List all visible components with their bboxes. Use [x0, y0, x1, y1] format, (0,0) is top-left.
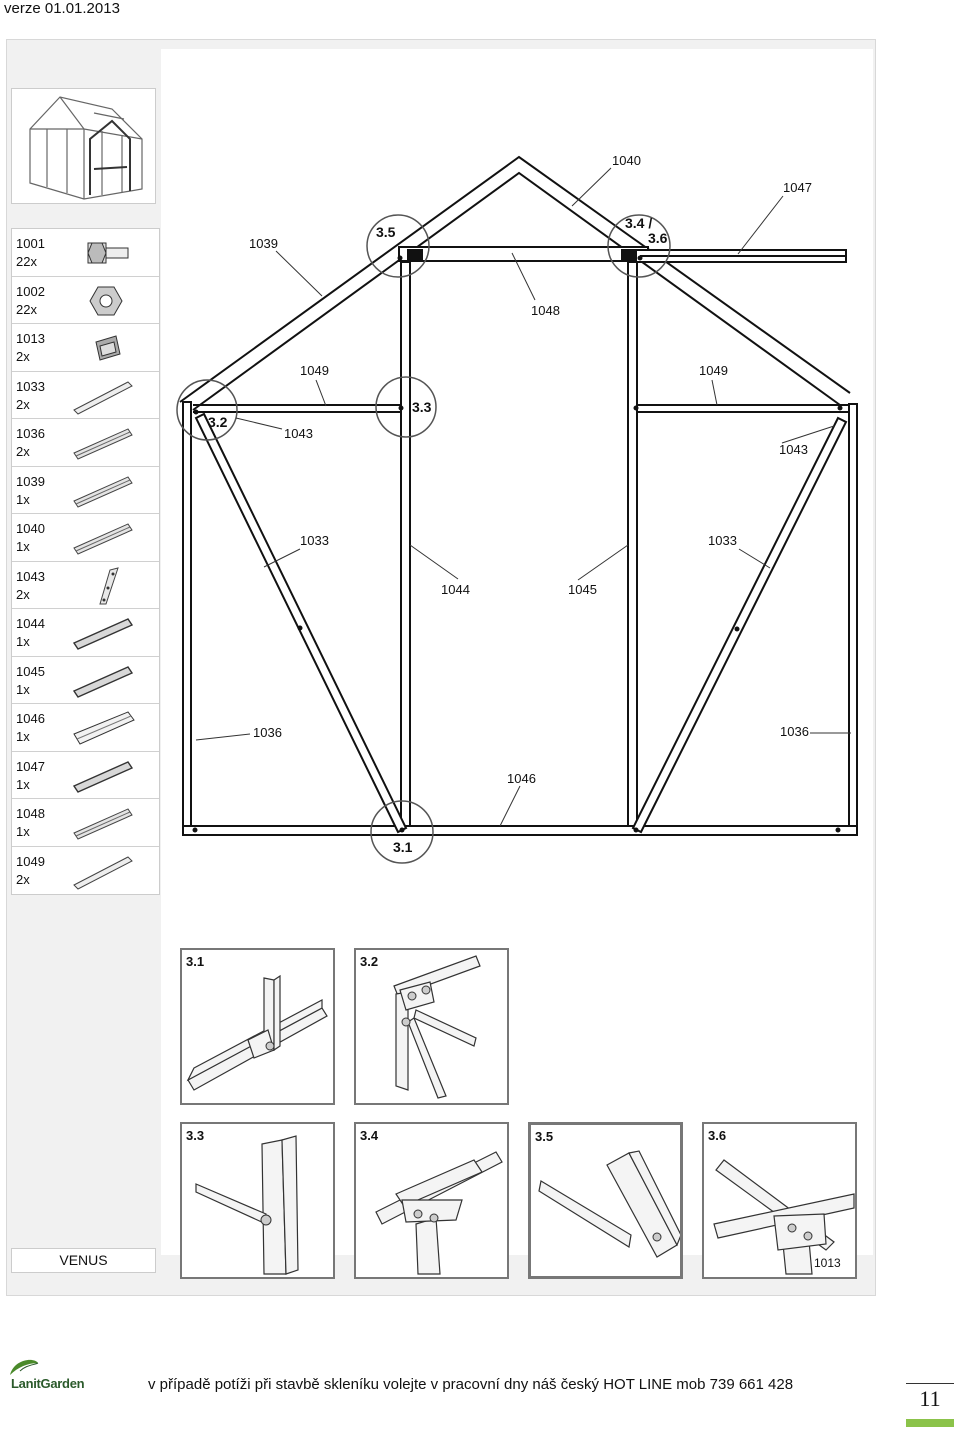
model-label: VENUS	[11, 1248, 156, 1273]
detail-ref-3-2: 3.2	[208, 414, 228, 430]
detail-label: 3.4	[360, 1128, 379, 1143]
profile-icon	[70, 471, 152, 511]
part-qty: 2x	[16, 349, 30, 364]
part-row	[12, 419, 159, 467]
detail-label: 3.5	[535, 1129, 554, 1144]
part-row	[12, 609, 159, 657]
profile-icon	[70, 851, 152, 891]
callout-1033: 1033	[708, 533, 737, 548]
greenhouse-thumbnail	[11, 88, 156, 204]
callout-1043: 1043	[284, 426, 313, 441]
detail-3-5	[528, 1122, 683, 1279]
profile-icon	[70, 661, 152, 701]
detail-label: 3.3	[186, 1128, 205, 1143]
part-code: 1013	[16, 331, 45, 346]
detail-ref-3-1: 3.1	[393, 839, 413, 855]
callout-1043: 1043	[779, 442, 808, 457]
part-row	[12, 372, 159, 420]
profile-icon	[70, 518, 152, 558]
part-qty: 1x	[16, 729, 30, 744]
part-code: 1045	[16, 663, 45, 679]
detail-ref-3-4: 3.4 /	[625, 215, 653, 231]
page-number-bar	[906, 1419, 954, 1427]
part-qty: 1x	[16, 539, 30, 554]
part-code: 1048	[16, 806, 45, 821]
part-row	[12, 752, 159, 800]
part-code: 1040	[16, 521, 45, 536]
detail-3-6	[702, 1122, 857, 1279]
part-code: 1033	[16, 378, 45, 394]
callout-1033: 1033	[300, 533, 329, 548]
callout-1040: 1040	[612, 153, 641, 168]
part-row	[12, 277, 159, 325]
part-code: 1001	[16, 236, 45, 251]
profile-icon	[70, 803, 152, 843]
detail-3-1	[180, 948, 335, 1105]
part-row	[12, 799, 159, 847]
callout-1047: 1047	[783, 180, 812, 195]
detail-label: 3.1	[186, 954, 205, 969]
part-qty: 1x	[16, 634, 30, 649]
part-row	[12, 514, 159, 562]
greenhouse-icon	[12, 89, 155, 203]
callout-1044: 1044	[441, 582, 470, 597]
detail-label: 3.2	[360, 954, 379, 969]
part-row	[12, 847, 159, 895]
profile-icon	[70, 613, 152, 653]
detail-3-4-drawing	[356, 1124, 507, 1277]
part-qty: 1x	[16, 491, 30, 507]
callout-1036: 1036	[780, 724, 809, 739]
part-qty: 2x	[16, 444, 30, 459]
part-qty: 1x	[16, 776, 30, 792]
hotline-text: v případě potíži při stavbě skleníku volejte v pracovní dny náš český HOT LINE mob 739 661 428	[148, 1376, 794, 1393]
version-label: verze 01.01.2013	[4, 0, 120, 17]
detail-3-5-drawing	[531, 1125, 680, 1276]
detail-3-2-drawing	[356, 950, 507, 1103]
part-code: 1049	[16, 853, 45, 869]
part-code: 1002	[16, 283, 45, 299]
callout-1046: 1046	[507, 771, 536, 786]
bolt-icon	[70, 233, 152, 273]
detail-3-3-drawing	[182, 1124, 333, 1277]
part-row	[12, 657, 159, 705]
detail-part-callout: 1013	[814, 1256, 841, 1270]
part-code: 1047	[16, 758, 45, 774]
part-qty: 1x	[16, 681, 30, 697]
callout-1048: 1048	[531, 303, 560, 318]
detail-3-1-drawing	[182, 950, 333, 1103]
profile-icon	[70, 708, 152, 748]
part-code: 1039	[16, 473, 45, 489]
detail-ref-3-5: 3.5	[376, 224, 396, 240]
part-qty: 22x	[16, 254, 37, 269]
page-number-rule	[906, 1383, 954, 1384]
profile-icon	[70, 423, 152, 463]
part-row	[12, 467, 159, 515]
part-row	[12, 324, 159, 372]
part-row	[12, 229, 159, 277]
callout-1045: 1045	[568, 582, 597, 597]
part-code: 1046	[16, 711, 45, 726]
callout-1049: 1049	[300, 363, 329, 378]
nut-icon	[70, 281, 152, 321]
part-qty: 2x	[16, 871, 30, 887]
detail-3-4	[354, 1122, 509, 1279]
detail-3-6-drawing	[704, 1124, 855, 1277]
profile-icon	[70, 376, 152, 416]
profile-icon	[70, 756, 152, 796]
part-row	[12, 562, 159, 610]
page-number: 11	[919, 1386, 941, 1411]
part-qty: 2x	[16, 586, 30, 602]
assembly-diagram	[161, 89, 873, 879]
callout-1036: 1036	[253, 725, 282, 740]
parts-list	[11, 228, 160, 895]
detail-ref-3-3: 3.3	[412, 399, 432, 415]
detail-label: 3.6	[708, 1128, 727, 1143]
gusset-plate-icon	[70, 566, 152, 606]
logo-text: LanitGarden	[11, 1376, 85, 1391]
callout-1049: 1049	[699, 363, 728, 378]
detail-ref-3-6: 3.6	[648, 230, 668, 246]
part-code: 1036	[16, 426, 45, 441]
clip-icon	[70, 328, 152, 368]
callout-1039: 1039	[249, 236, 278, 251]
part-qty: 22x	[16, 301, 37, 317]
part-qty: 2x	[16, 396, 30, 412]
part-row	[12, 704, 159, 752]
part-code: 1044	[16, 616, 45, 631]
detail-3-3	[180, 1122, 335, 1279]
detail-3-2	[354, 948, 509, 1105]
part-qty: 1x	[16, 824, 30, 839]
part-code: 1043	[16, 568, 45, 584]
